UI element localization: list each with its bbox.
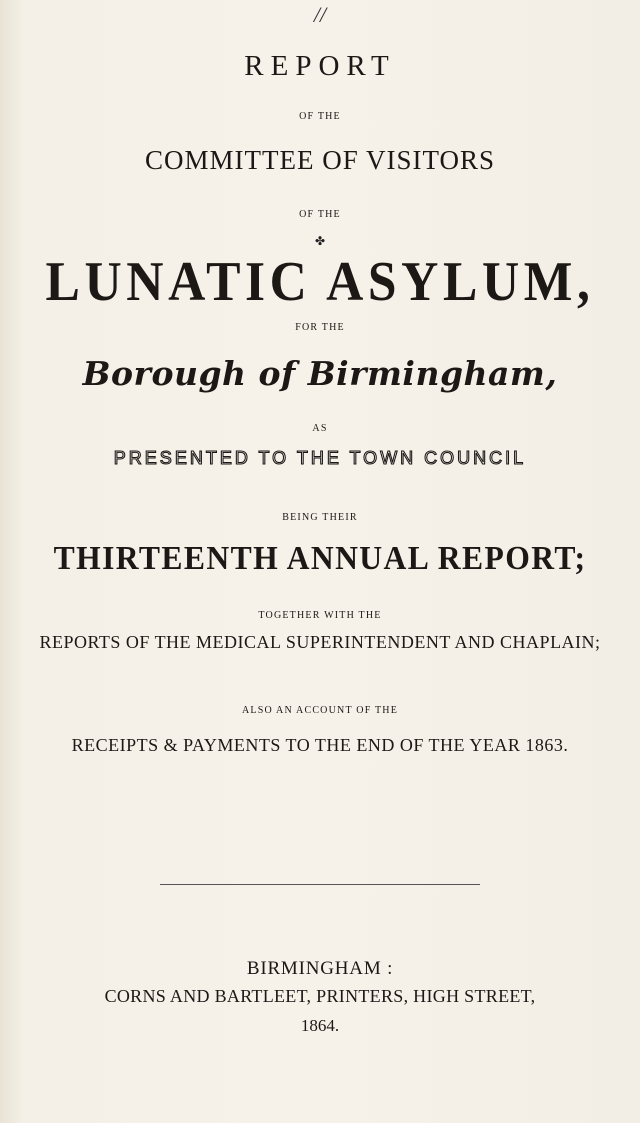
borough-heading: Borough of Birmingham, bbox=[82, 354, 558, 393]
imprint-city: BIRMINGHAM : bbox=[246, 958, 394, 979]
presented-heading: PRESENTED TO THE TOWN COUNCIL bbox=[113, 448, 527, 468]
pencil-mark: // bbox=[313, 2, 327, 27]
of-the-line-2: OF THE bbox=[299, 209, 341, 220]
as-line: AS bbox=[312, 423, 328, 434]
also-line: ALSO AN ACCOUNT OF THE bbox=[241, 705, 399, 716]
reports-line: REPORTS OF THE MEDICAL SUPERINTENDENT AND CHAPLAIN; bbox=[39, 632, 601, 652]
divider-rule bbox=[160, 884, 480, 885]
of-the-line-1: OF THE bbox=[299, 111, 341, 122]
report-heading: REPORT bbox=[244, 50, 396, 82]
committee-heading: COMMITTEE OF VISITORS bbox=[144, 145, 496, 175]
annual-report-heading: THIRTEENTH ANNUAL REPORT; bbox=[53, 540, 587, 577]
imprint-year: 1864. bbox=[300, 1016, 340, 1035]
for-the-line: FOR THE bbox=[295, 322, 345, 333]
together-line: TOGETHER WITH THE bbox=[258, 610, 382, 621]
receipts-line: RECEIPTS & PAYMENTS TO THE END OF THE YEAR 1863. bbox=[71, 735, 569, 755]
being-their-line: BEING THEIR bbox=[282, 512, 358, 523]
institution-heading: LUNATIC ASYLUM, bbox=[45, 251, 595, 313]
ornament-icon: ✤ bbox=[314, 234, 326, 248]
imprint-printers: CORNS AND BARTLEET, PRINTERS, HIGH STREET, bbox=[104, 986, 536, 1006]
